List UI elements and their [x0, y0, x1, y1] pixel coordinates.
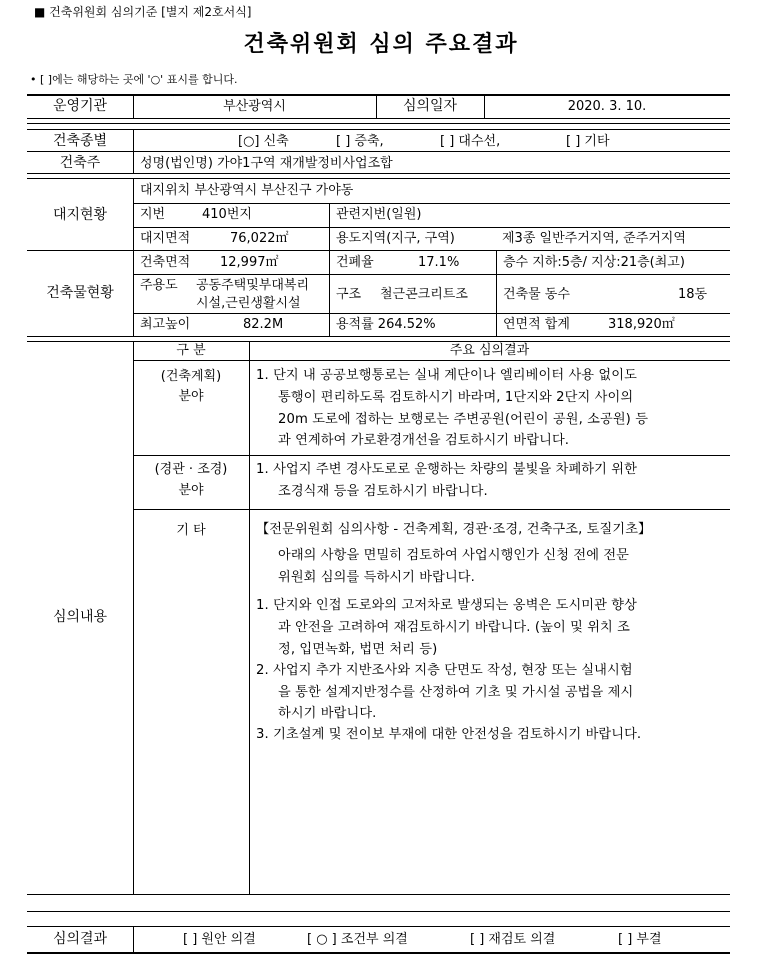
coverage-value: 17.1% — [418, 255, 460, 270]
zoning-label: 용도지역(지구, 구역) — [336, 231, 455, 246]
category-architecture-field: 분야 — [178, 389, 204, 404]
type-option-renovation[interactable]: [ ] 대수선, — [440, 134, 501, 149]
review-line: 1. 사업지 주변 경사도로로 운행하는 차량의 불빛을 차폐하기 위한 — [256, 462, 637, 477]
total-area-value: 318,920㎡ — [608, 317, 675, 332]
category-other: 기 타 — [176, 523, 206, 538]
total-area-label: 연면적 합계 — [503, 317, 570, 332]
review-line: 을 통한 설계지반정수를 산정하여 기초 및 가시설 공법을 제시 — [278, 685, 634, 700]
owner-value: 성명(법인명) 가야1구역 재개발정비사업조합 — [140, 156, 393, 171]
review-line: 1. 단지 내 공공보행통로는 실내 계단이나 엘리베이터 사용 없이도 — [256, 368, 637, 383]
area-value: 76,022㎡ — [230, 231, 289, 246]
review-line: 20m 도로에 접하는 보행로는 주변공원(어린이 공원, 소공원) 등 — [278, 412, 649, 427]
form-label: ■ 건축위원회 심의기준 [별지 제2호서식] — [34, 5, 252, 19]
category-architecture: (건축계획) — [160, 369, 222, 384]
result-option-conditional[interactable]: [ ○ ] 조건부 의결 — [307, 932, 408, 947]
building-label: 건축물현황 — [46, 285, 114, 301]
floors-label: 층수 지하:5층/ 지상:21층(최고) — [503, 255, 685, 270]
review-line: 과 안전을 고려하여 재검토하시기 바랍니다. (높이 및 위치 조 — [278, 620, 631, 635]
review-line: 3. 기초설계 및 전이보 부재에 대한 안전성을 검토하시기 바랍니다. — [256, 727, 642, 742]
org-label: 운영기관 — [52, 98, 108, 114]
review-intro: 위원회 심의를 득하시기 바랍니다. — [278, 570, 475, 585]
review-line: 하시기 바랍니다. — [278, 706, 377, 721]
use-value-line2: 시설,근린생활시설 — [196, 296, 301, 311]
review-line: 과 연계하여 가로환경개선을 검토하시기 바랍니다. — [278, 433, 570, 448]
page-title: 건축위원회 심의 주요결과 — [243, 32, 519, 57]
use-value-line1: 공동주택및부대복리 — [196, 278, 310, 293]
type-option-new[interactable]: [○] 신축 — [238, 134, 289, 149]
review-intro: 아래의 사항을 면밀히 검토하여 사업시행인가 신청 전에 전문 — [278, 548, 630, 563]
result-header: 주요 심의결과 — [449, 343, 530, 358]
owner-label: 건축주 — [59, 155, 101, 171]
floor-area-label: 건축면적 — [140, 255, 191, 270]
review-line: 1. 단지와 인접 도로와의 고저차로 발생되는 옹벽은 도시미관 향상 — [256, 598, 637, 613]
date-label: 심의일자 — [402, 98, 458, 114]
related-lot: 관련지번(일원) — [336, 207, 422, 222]
date-value: 2020. 3. 10. — [567, 99, 647, 114]
site-location: 대지위치 부산광역시 부산진구 가야동 — [140, 183, 354, 198]
far-label: 용적률 264.52% — [336, 317, 436, 332]
count-value: 18동 — [678, 287, 708, 302]
review-line: 조경식재 등을 검토하시기 바랍니다. — [278, 484, 488, 499]
area-label: 대지면적 — [140, 231, 191, 246]
category-header: 구 분 — [176, 343, 206, 358]
count-label: 건축물 동수 — [503, 287, 570, 302]
zoning-value: 제3종 일반주거지역, 준주거지역 — [502, 231, 686, 246]
result-option-original[interactable]: [ ] 원안 의결 — [183, 932, 256, 947]
review-line: 통행이 편리하도록 검토하시기 바라며, 1단지와 2단지 사이의 — [278, 390, 634, 405]
review-line: 2. 사업지 추가 지반조사와 지층 단면도 작성, 현장 또는 실내시험 — [256, 663, 633, 678]
category-landscape-field: 분야 — [178, 483, 204, 498]
coverage-label: 건폐율 — [336, 255, 374, 270]
result-label: 심의결과 — [52, 931, 108, 947]
type-label: 건축종별 — [52, 133, 108, 149]
lot-value: 410번지 — [202, 207, 252, 222]
review-line: 정, 입면녹화, 법면 처리 등) — [278, 642, 438, 657]
site-label: 대지현황 — [52, 207, 108, 223]
type-option-other[interactable]: [ ] 기타 — [566, 134, 610, 149]
structure-label: 구조 — [336, 287, 362, 302]
category-landscape: (경관 · 조경) — [154, 462, 228, 477]
height-value: 82.2M — [243, 317, 284, 332]
note-text: • [ ]에는 해당하는 곳에 '○' 표시를 합니다. — [30, 73, 238, 86]
floor-area-value: 12,997㎡ — [220, 255, 279, 270]
lot-label: 지번 — [140, 207, 166, 222]
review-heading: 【전문위원회 심의사항 - 건축계획, 경관·조경, 건축구조, 토질기초】 — [256, 522, 652, 537]
use-label: 주용도 — [140, 278, 178, 293]
structure-value: 철근콘크리트조 — [380, 287, 468, 302]
result-option-reexamine[interactable]: [ ] 재검토 의결 — [470, 932, 556, 947]
review-label: 심의내용 — [52, 609, 108, 625]
type-option-extension[interactable]: [ ] 증축, — [336, 134, 384, 149]
height-label: 최고높이 — [140, 317, 191, 332]
org-value: 부산광역시 — [223, 99, 286, 114]
result-option-rejected[interactable]: [ ] 부결 — [618, 932, 662, 947]
